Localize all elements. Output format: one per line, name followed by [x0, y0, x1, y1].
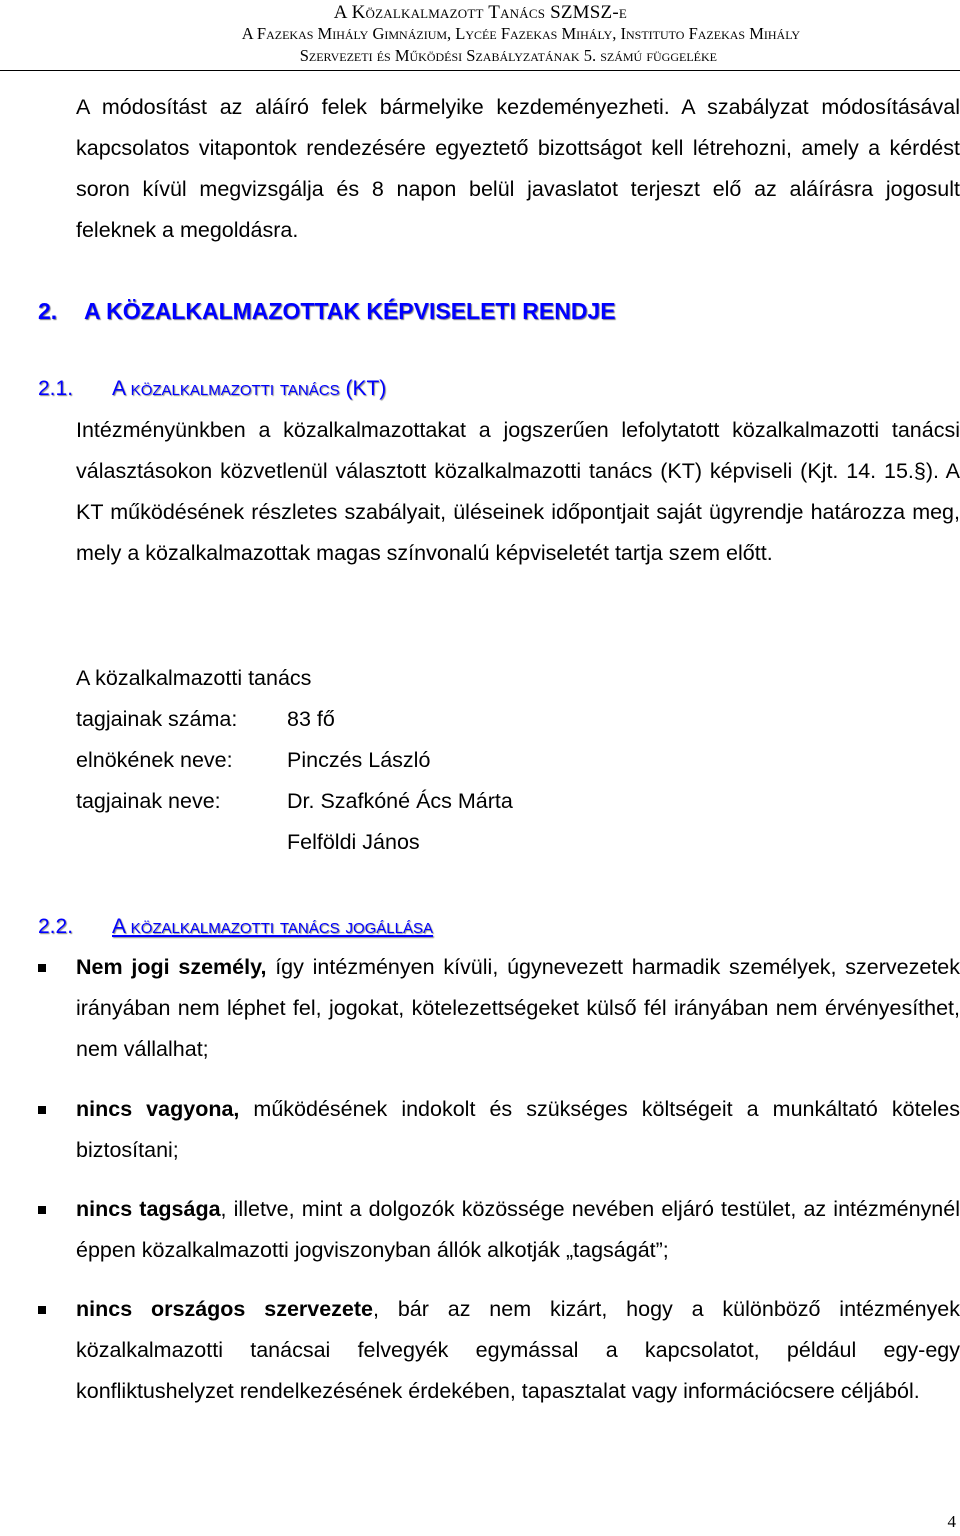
bullet-item [76, 1089, 960, 1171]
bullet-bold-text: nincs országos szervezete [76, 1297, 374, 1321]
header-line-2: A Fazekas Mihály Gimnázium, Lycée Fazekas Mihály, Instituto Fazekas Mihály [241, 24, 800, 43]
bullet-bold-text: Nem jogi személy, [76, 955, 267, 979]
section-2-1-heading [38, 377, 386, 401]
section-2-2-heading [38, 915, 433, 939]
council-value: Felföldi János [287, 830, 420, 854]
bullet-text: , bár az nem kizárt, hogy a különböző intézmények közalkalmazotti tanácsai felvegyék egymással a kapcsolatot, például egy-egy konfliktushelyzet rendelkezésének érdekében, tapasztalat vagy információcsere céljából. [76, 1297, 960, 1403]
section-2-2-number: 2.2. [38, 915, 74, 938]
bullet-square-icon [38, 1106, 46, 1114]
section-2-2-title: A közalkalmazotti tanács jogállása [112, 915, 433, 938]
section-2-1-title: A közalkalmazotti tanács [112, 377, 340, 400]
bullet-item [76, 947, 960, 1070]
council-value: Pinczés László [287, 748, 431, 772]
intro-paragraph: A módosítást az aláíró felek bármelyike kezdeményezheti. A szabályzat módosításával kapcsolatos vitapontok rendezésére egyeztető bizottságot kell létrehozni, amely a kérdést soron kívül megvizsgálja és 8 napon belül javaslatot terjeszt elő az aláírásra jogosult feleknek a megoldásra. [76, 95, 960, 242]
header-rule [0, 70, 960, 71]
bullet-square-icon [38, 964, 46, 972]
council-value: Dr. Szafkóné Ács Márta [287, 789, 513, 813]
bullet-item [76, 1189, 960, 1271]
bullet-square-icon [38, 1206, 46, 1214]
bullet-bold-text: nincs tagsága [76, 1197, 221, 1221]
section-2-heading [38, 298, 616, 325]
bullet-bold-text: nincs vagyona, [76, 1097, 240, 1121]
section-2-title: A KÖZALKALMAZOTTAK KÉPVISELETI RENDJE [84, 298, 616, 324]
council-row-members-2 [76, 822, 420, 863]
section-2-number: 2. [38, 298, 58, 324]
bullet-text: működésének indokolt és szükséges költségeit a munkáltató köteles biztosítani; [76, 1097, 960, 1162]
section-2-1-suffix: (KT) [345, 377, 387, 400]
bullet-item [76, 1289, 960, 1412]
council-value: 83 fő [287, 707, 335, 731]
bullet-text: így intézményen kívüli, úgynevezett harmadik személyek, szervezetek irányában nem léphet fel, jogokat, kötelezettségeket külső fél irányában nem érvényesíthet, nem vállalhat; [76, 955, 960, 1061]
bullet-text: , illetve, mint a dolgozók közössége nevében eljáró testület, az intézménynél éppen közalkalmazotti jogviszonyban állók alkotják „tagságát”; [76, 1197, 960, 1262]
council-label: tagjainak neve: [76, 789, 221, 813]
council-title: A közalkalmazotti tanács [76, 666, 312, 690]
council-row-members-count [76, 699, 335, 740]
section-2-1-paragraph: Intézményünkben a közalkalmazottakat a jogszerűen lefolytatott közalkalmazotti tanácsi választásokon közvetlenül választott közalkalmazotti tanács (KT) képviseli (Kjt. 14. 15.§). A KT működésének részletes szabályait, üléseinek időpontjait saját ügyrendje határozza meg, mely a közalkalmazottak magas színvonalú képviseletét tartja szem előtt. [76, 418, 960, 565]
page-number: 4 [947, 1512, 956, 1531]
council-row-chair [76, 740, 430, 781]
bullet-square-icon [38, 1306, 46, 1314]
council-label: tagjainak száma: [76, 707, 238, 731]
council-row-members [76, 781, 513, 822]
header-line-1: A Közalkalmazott Tanács SZMSZ-e [333, 2, 627, 23]
header-line-3: Szervezeti és Működési Szabályzatának 5. számú függeléke [299, 46, 717, 65]
section-2-1-number: 2.1. [38, 377, 74, 400]
council-label: elnökének neve: [76, 748, 233, 772]
